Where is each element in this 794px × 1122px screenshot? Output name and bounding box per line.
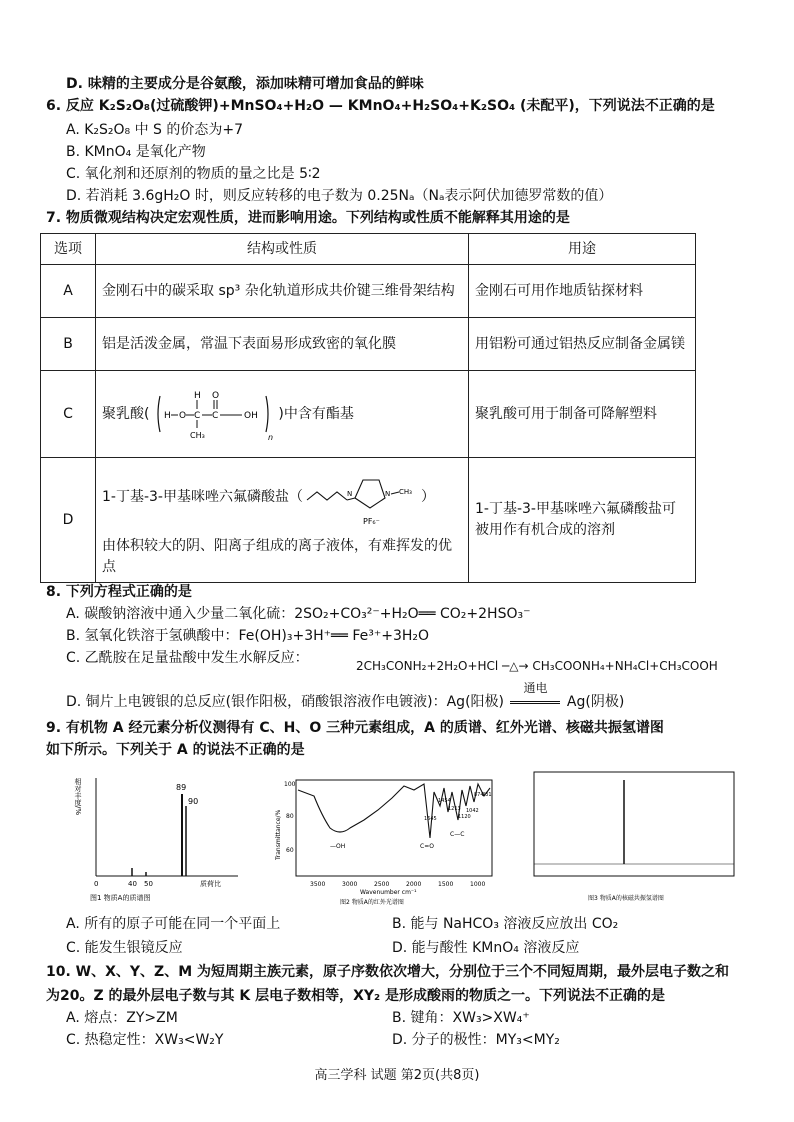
q7-row-c-use: 聚乳酸可用于制备可降解塑料 bbox=[469, 371, 696, 458]
ionic-liquid-structure bbox=[303, 462, 421, 532]
ir-xtick-1000: 1000 bbox=[470, 881, 486, 888]
q7-row-d-use: 1-丁基-3-甲基咪唑六氟磷酸盐可被用作有机合成的溶剂 bbox=[469, 458, 696, 583]
q7-row-b-property: 铝是活泼金属，常温下表面易形成致密的氧化膜 bbox=[96, 318, 469, 371]
q7-row-a-use: 金刚石可用作地质钻探材料 bbox=[469, 265, 696, 318]
nmr-spectrum-figure bbox=[528, 768, 740, 908]
q9-option-c: C. 能发生银镜反应 bbox=[66, 940, 183, 956]
q7-row-b bbox=[41, 318, 696, 371]
ir-label-1454: 1454 bbox=[438, 798, 451, 804]
polylactic-acid-structure bbox=[154, 386, 274, 442]
q6-option-c: C. 氧化剂和还原剂的物质的量之比是 5∶2 bbox=[66, 166, 321, 182]
ms-tick-0: 0 bbox=[94, 880, 99, 888]
ms-peak-90: 90 bbox=[188, 797, 199, 806]
ms-tick-40: 40 bbox=[128, 880, 137, 888]
q10-option-a: A. 熔点：ZY>ZM bbox=[66, 1010, 178, 1026]
q5-option-d: D. 味精的主要成分是谷氨酸，添加味精可增加食品的鲜味 bbox=[66, 76, 424, 92]
q7-table bbox=[40, 233, 696, 583]
q7-row-c-option: C bbox=[41, 371, 96, 458]
pla-oh: OH bbox=[243, 411, 258, 421]
pla-c1: C bbox=[193, 411, 201, 421]
ir-xtick-3500: 3500 bbox=[310, 881, 326, 888]
ir-label-831: 831 bbox=[482, 792, 492, 798]
ir-label-cc: C—C bbox=[450, 831, 465, 838]
q10-stem-line2: 为20。Z 的最外层电子数与其 K 层电子数相等，XY₂ 是形成酸雨的物质之一。下列说法不正确的是 bbox=[46, 988, 666, 1004]
q8-electrolysis-arrow bbox=[508, 681, 562, 712]
q9-stem-line2: 如下所示。下列关于 A 的说法不正确的是 bbox=[46, 742, 305, 758]
q6-option-d: D. 若消耗 3.6gH₂O 时，则反应转移的电子数为 0.25Nₐ（Nₐ表示阿伏加德罗常数的值） bbox=[66, 188, 613, 204]
q8-option-b: B. 氢氧化铁溶于氢碘酸中：Fe(OH)₃+3H⁺══ Fe³⁺+3H₂O bbox=[66, 628, 430, 644]
q7-row-d-option: D bbox=[41, 458, 96, 583]
q9-stem-line1: 9. 有机物 A 经元素分析仪测得有 C、H、O 三种元素组成，A 的质谱、红外光谱、核磁共振氢谱图 bbox=[46, 720, 664, 736]
ir-xtick-3000: 3000 bbox=[342, 881, 358, 888]
il-n1: N bbox=[346, 490, 353, 498]
q9-option-d: D. 能与酸性 KMnO₄ 溶液反应 bbox=[392, 940, 580, 956]
pla-n: n bbox=[267, 433, 273, 442]
ir-label-co: C=O bbox=[420, 843, 434, 850]
pla-o: O bbox=[178, 411, 187, 421]
il-ch3: CH₃ bbox=[398, 488, 412, 496]
ir-xtick-2500: 2500 bbox=[374, 881, 390, 888]
ir-label-1120: 1120 bbox=[458, 814, 471, 820]
pla-ch3: CH₃ bbox=[189, 431, 205, 440]
q7-row-c-property bbox=[96, 371, 469, 458]
q7-header-option: 选项 bbox=[41, 234, 96, 265]
ms-peak-89: 89 bbox=[176, 783, 187, 792]
ms-caption: 图1 物质A的质谱图 bbox=[90, 894, 151, 902]
ir-label-oh: —OH bbox=[330, 843, 346, 850]
ir-label-1042: 1042 bbox=[466, 808, 479, 814]
q10-stem-line1: 10. W、X、Y、Z、M 为短周期主族元素，原子序数依次增大，分别位于三个不同短周期，最外层电子数之和 bbox=[46, 964, 730, 980]
il-pf6: PF₆⁻ bbox=[362, 517, 380, 526]
ir-ylabel: Transmittance/% bbox=[275, 809, 282, 860]
ir-ytick-80: 80 bbox=[286, 813, 294, 820]
q10-option-d: D. 分子的极性：MY₃<MY₂ bbox=[392, 1032, 560, 1048]
q7-row-b-option: B bbox=[41, 318, 96, 371]
ir-label-874: 874 bbox=[474, 792, 484, 798]
q9-option-b: B. 能与 NaHCO₃ 溶液反应放出 CO₂ bbox=[392, 916, 619, 932]
q8-option-d-text: D. 铜片上电镀银的总反应(银作阳极，硝酸银溶液作电镀液)：Ag(阳极) bbox=[66, 694, 504, 710]
q10-option-c: C. 热稳定性：XW₃<W₂Y bbox=[66, 1032, 224, 1048]
ir-label-1645: 1645 bbox=[424, 816, 437, 822]
nmr-caption: 图3 物质A的核磁共振氢谱图 bbox=[588, 895, 664, 902]
q6-option-b: B. KMnO₄ 是氧化产物 bbox=[66, 144, 206, 160]
q7-header-use: 用途 bbox=[469, 234, 696, 265]
q8-option-d-product: Ag(阴极) bbox=[566, 694, 625, 710]
q7-row-d bbox=[41, 458, 696, 583]
q8-stem: 8. 下列方程式正确的是 bbox=[46, 584, 192, 600]
mass-spectrum-figure bbox=[76, 768, 246, 908]
q10-option-b: B. 键角：XW₃>XW₄⁺ bbox=[392, 1010, 530, 1026]
ir-label-1213: 1213 bbox=[448, 806, 461, 812]
ir-spectrum-figure bbox=[274, 776, 500, 908]
q8-electrolysis-condition: 通电 bbox=[523, 681, 548, 695]
page-footer: 高三学科 试题 第2页(共8页) bbox=[314, 1068, 480, 1083]
q7-row-d-property-suffix: ） bbox=[420, 488, 435, 505]
pla-h-top: H bbox=[193, 391, 201, 401]
ir-caption: 图2 物质A的红外光谱图 bbox=[340, 899, 404, 906]
q7-row-d-property-prefix: 1-丁基-3-甲基咪唑六氟磷酸盐（ bbox=[102, 488, 303, 505]
q8-option-c-equation: 2CH₃CONH₂+2H₂O+HCl ─△→ CH₃COONH₄+NH₄Cl+CH₃COOH bbox=[356, 659, 718, 673]
pla-c2: C bbox=[211, 411, 219, 421]
ir-xtick-2000: 2000 bbox=[406, 881, 422, 888]
q7-row-a bbox=[41, 265, 696, 318]
q7-row-d-property-more: 由体积较大的阴、阳离子组成的离子液体，有难挥发的优点 bbox=[102, 538, 452, 575]
ir-ytick-60: 60 bbox=[286, 847, 294, 854]
q7-header-property: 结构或性质 bbox=[96, 234, 469, 265]
ms-ylabel: 相对丰度/% bbox=[74, 778, 82, 816]
il-n2: N bbox=[384, 490, 391, 498]
ms-tick-50: 50 bbox=[144, 880, 153, 888]
q7-row-a-property: 金刚石中的碳采取 sp³ 杂化轨道形成共价键三维骨架结构 bbox=[96, 265, 469, 318]
ms-xlabel: 质荷比 bbox=[200, 880, 221, 888]
q7-row-b-use: 用铝粉可通过铝热反应制备金属镁 bbox=[469, 318, 696, 371]
q7-row-c-property-suffix: )中含有酯基 bbox=[278, 406, 354, 422]
ir-ytick-100: 100 bbox=[284, 781, 296, 788]
ir-xtick-1500: 1500 bbox=[438, 881, 454, 888]
ir-xlabel: Wavenumber cm⁻¹ bbox=[360, 889, 417, 896]
q7-stem: 7. 物质微观结构决定宏观性质，进而影响用途。下列结构或性质不能解释其用途的是 bbox=[46, 210, 570, 226]
q9-option-a: A. 所有的原子可能在同一个平面上 bbox=[66, 916, 281, 932]
pla-h: H bbox=[163, 411, 171, 421]
q8-option-a: A. 碳酸钠溶液中通入少量二氧化硫：2SO₂+CO₃²⁻+H₂O══ CO₂+2HSO₃⁻ bbox=[66, 606, 531, 622]
q7-row-c-property-prefix: 聚乳酸( bbox=[102, 406, 150, 422]
q7-row-d-property bbox=[96, 458, 469, 583]
q8-option-d bbox=[66, 681, 625, 712]
q6-option-a: A. K₂S₂O₈ 中 S 的价态为+7 bbox=[66, 122, 244, 138]
q7-row-c bbox=[41, 371, 696, 458]
q7-row-a-option: A bbox=[41, 265, 96, 318]
pla-o-top: O bbox=[211, 391, 220, 401]
q6-stem: 6. 反应 K₂S₂O₈(过硫酸钾)+MnSO₄+H₂O — KMnO₄+H₂SO₄+K₂SO₄ (未配平)，下列说法不正确的是 bbox=[46, 98, 715, 114]
q8-option-c: C. 乙酰胺在足量盐酸中发生水解反应： bbox=[66, 650, 309, 666]
